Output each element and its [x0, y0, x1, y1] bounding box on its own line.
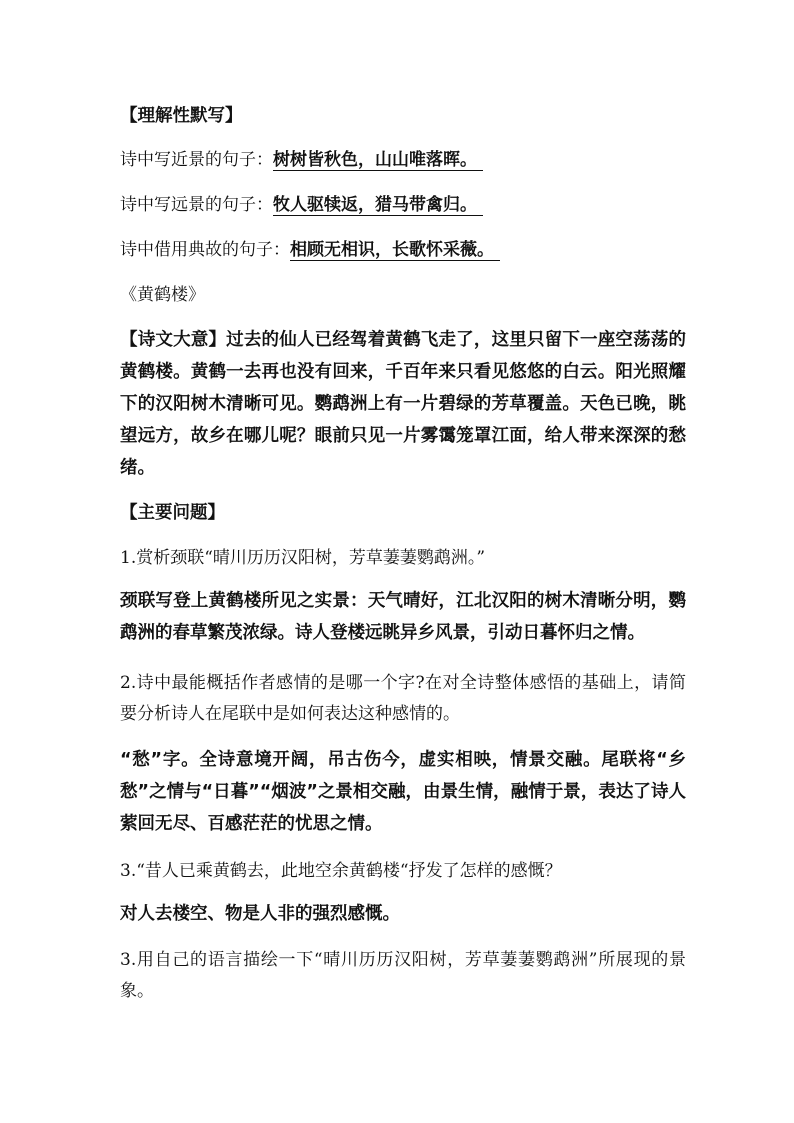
dictation-item-near-scene	[120, 149, 483, 171]
dictation-answer: 牧人驱犊返，猎马带禽归。	[273, 195, 483, 216]
poem-title: 《黄鹤楼》	[120, 285, 205, 305]
dictation-heading: 【理解性默写】	[120, 106, 243, 126]
answer-1: 颈联写登上黄鹤楼所见之实景：天气晴好，江北汉阳的树木清晰分明，鹦鹉洲的春草繁茂浓绿。诗人登楼远眺异乡风景，引动日暮怀归之情。	[120, 591, 686, 643]
answer-2: “愁”字。全诗意境开阔，吊古伤今，虚实相映，情景交融。尾联将“乡愁”之情与“日暮”“烟波”之景相交融，由景生情，融情于景，表达了诗人萦回无尽、百感茫茫的忧思之情。	[120, 750, 686, 834]
poem-summary	[120, 324, 686, 484]
answer-3: 对人去楼空、物是人非的强烈感慨。	[120, 904, 400, 924]
dictation-prompt: 诗中写远景的句子：	[120, 195, 273, 215]
dictation-item-far-scene	[120, 194, 483, 216]
dictation-answer: 相顾无相识，长歌怀采薇。	[290, 240, 500, 261]
question-1: 1.赏析颈联“晴川历历汉阳树，芳草萋萋鹦鹉洲。”	[120, 548, 486, 568]
questions-heading: 【主要问题】	[120, 503, 225, 523]
question-3: 3.“昔人已乘黄鹤去，此地空余黄鹤楼“抒发了怎样的感慨？	[120, 861, 562, 881]
question-2: 2.诗中最能概括作者感情的是哪一个字?在对全诗整体感悟的基础上，请简要分析诗人在尾联中是如何表达这种感情的。	[120, 673, 686, 724]
dictation-prompt: 诗中写近景的句子：	[120, 150, 273, 170]
dictation-prompt: 诗中借用典故的句子：	[120, 240, 290, 260]
summary-text: 过去的仙人已经驾着黄鹤飞走了，这里只留下一座空荡荡的黄鹤楼。黄鹤一去再也没有回来，千百年来只看见悠悠的白云。阳光照耀下的汉阳树木清晰可见。鹦鹉洲上有一片碧绿的芳草覆盖。天色已晚，眺望远方，故乡在哪儿呢？眼前只见一片雾霭笼罩江面，给人带来深深的愁绪。	[120, 330, 687, 478]
dictation-item-allusion	[120, 239, 500, 261]
summary-label: 【诗文大意】	[120, 330, 227, 350]
question-4: 3.用自己的语言描绘一下“晴川历历汉阳树，芳草萋萋鹦鹉洲”所展现的景象。	[120, 950, 686, 1001]
dictation-answer: 树树皆秋色，山山唯落晖。	[273, 150, 483, 171]
